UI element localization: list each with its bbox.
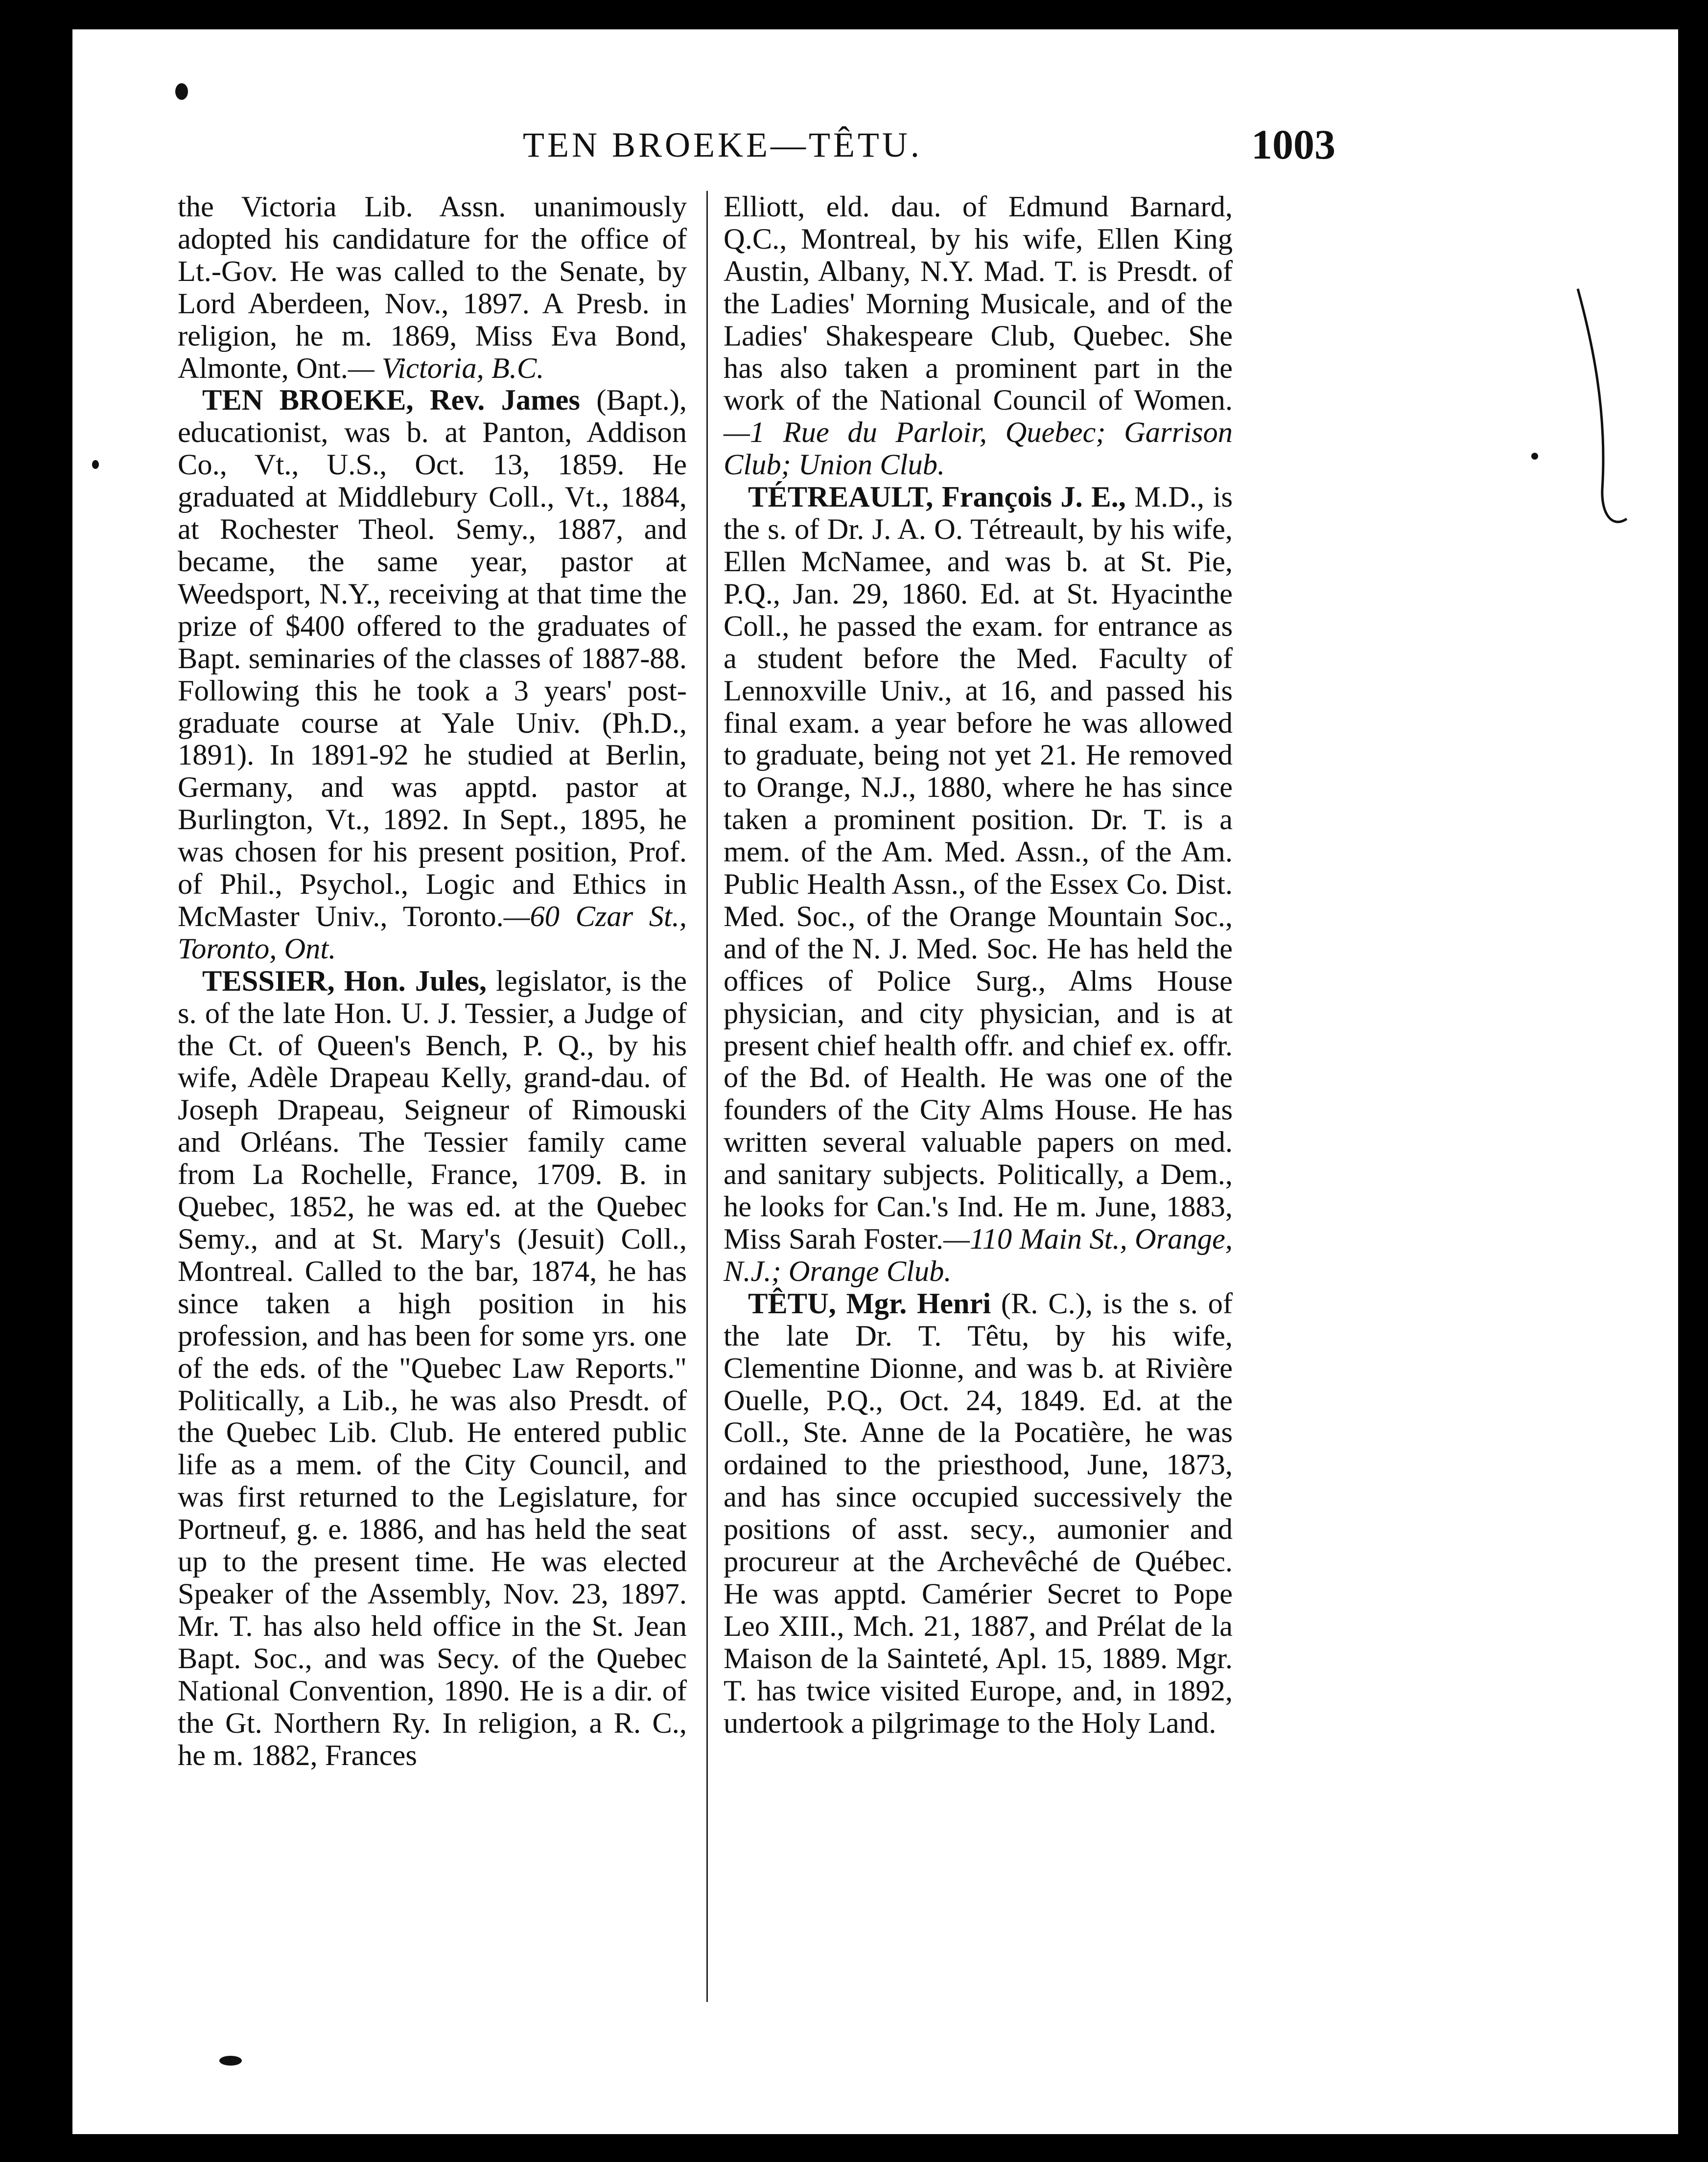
entry-body: legislator, is the s. of the late Hon. U. J. Tessier, a Judge of the Ct. of Queen's Bench, P. Q., by his wife, Adèle Drapeau Kelly, grand-dau. of Joseph Drapeau, Seigneur of Rimouski and Orléans. The Tessier family came from La Rochelle, France, 1709. B. in Quebec, 1852, he was ed. at the Quebec Semy., and at St. Mary's (Jesuit) Coll., Montreal. Called to the bar, 1874, he has since taken a high position in his profession, and has been for some yrs. one of the eds. of the "Quebec Law Reports." Politically, a Lib., he was also Presdt. of the Quebec Lib. Club. He entered public life as a mem. of the City Council, and was first returned to the Legislature, for Portneuf, g. e. 1886, and has held the seat up to the present time. He was elected Speaker of the Assembly, Nov. 23, 1897. Mr. T. has also held office in the St. Jean Bapt. Soc., and was Secy. of the Quebec National Convention, 1890. He is a dir. of the Gt. Northern Ry. In religion, a R. C., he m. 1882, Frances	[178, 964, 687, 1772]
entry-body: Elliott, eld. dau. of Edmund Barnard, Q.C., Montreal, by his wife, Ellen King Austin, Albany, N.Y. Mad. T. is Presdt. of the Ladies' Morning Musicale, and of the Ladies' Shakespeare Club, Quebec. She has also taken a prominent part in the work of the National Council of Women.	[724, 190, 1233, 417]
entry-body: the Victoria Lib. Assn. unanimously adopted his candidature for the office of Lt.-Gov. He was called to the Senate, by Lord Aberdeen, Nov., 1897. A Presb. in religion, he m. 1869, Miss Eva Bond, Almonte, Ont.	[178, 190, 687, 385]
continued-entry	[724, 191, 1233, 481]
ink-speck	[219, 2056, 242, 2066]
biography-entry	[724, 1288, 1233, 1740]
book-page	[72, 29, 1678, 2134]
entry-address: —1 Rue du Parloir, Quebec; Garrison Club; Union Club.	[724, 416, 1233, 482]
column-divider	[706, 191, 708, 2002]
entry-name: TEN BROEKE, Rev. James	[202, 384, 580, 417]
ink-speck	[175, 83, 188, 100]
ink-speck	[1531, 453, 1538, 460]
header-title: TEN BROEKE—TÊTU.	[523, 125, 922, 164]
entry-address: — Victoria, B.C.	[348, 351, 544, 385]
entry-name: TESSIER, Hon. Jules,	[202, 964, 487, 998]
running-header	[249, 121, 1335, 184]
page-number: 1003	[1251, 121, 1335, 168]
entry-body: (Bapt.), educationist, was b. at Panton, Addison Co., Vt., U.S., Oct. 13, 1859. He graduated at Middlebury Coll., Vt., 1884, at Rochester Theol. Semy., 1887, and became, the same year, pastor at Weedsport, N.Y., receiving at that time the prize of $400 offered to the graduates of Bapt. seminaries of the classes of 1887-88. Following this he took a 3 years' post-graduate course at Yale Univ. (Ph.D., 1891). In 1891-92 he studied at Berlin, Germany, and was apptd. pastor at Burlington, Vt., 1892. In Sept., 1895, he was chosen for his present position, Prof. of Phil., Psychol., Logic and Ethics in McMaster Univ., Toronto.	[178, 384, 687, 933]
entry-address: —60 Czar St., Toronto, Ont.	[178, 900, 687, 965]
continued-entry	[178, 191, 687, 384]
entry-body: (R. C.), is the s. of the late Dr. T. Têtu, by his wife, Clementine Dionne, and was b. at Rivière Ouelle, P.Q., Oct. 24, 1849. Ed. at the Coll., Ste. Anne de la Pocatière, he was ordained to the priesthood, June, 1873, and has since occupied successively the positions of asst. secy., aumonier and procureur at the Archevêché de Québec. He was apptd. Camérier Secret to Pope Leo XIII., Mch. 21, 1887, and Prélat de la Maison de la Sainteté, Apl. 15, 1889. Mgr. T. has twice visited Europe, and, in 1892, undertook a pilgrimage to the Holy Land.	[724, 1287, 1233, 1740]
right-column	[724, 191, 1233, 1740]
biography-entry	[724, 481, 1233, 1288]
ink-speck	[92, 460, 99, 469]
margin-pencil-mark	[1573, 284, 1632, 538]
entry-name: TÉTREAULT, François J. E.,	[748, 481, 1126, 514]
entry-name: TÊTU, Mgr. Henri	[748, 1287, 991, 1320]
biography-entry	[178, 965, 687, 1772]
entry-address: —110 Main St., Orange, N.J.; Orange Club.	[724, 1223, 1233, 1288]
left-column	[178, 191, 687, 1771]
biography-entry	[178, 384, 687, 965]
entry-body: M.D., is the s. of Dr. J. A. O. Tétreault, by his wife, Ellen McNamee, and was b. at St. Pie, P.Q., Jan. 29, 1860. Ed. at St. Hyacinthe Coll., he passed the exam. for entrance as a student before the Med. Faculty of Lennoxville Univ., at 16, and passed his final exam. a year before he was allowed to graduate, being not yet 21. He removed to Orange, N.J., 1880, where he has since taken a prominent position. Dr. T. is a mem. of the Am. Med. Assn., of the Am. Public Health Assn., of the Essex Co. Dist. Med. Soc., of the Orange Mountain Soc., and of the N. J. Med. Soc. He has held the offices of Police Surg., Alms House physician, and city physician, and is at present chief health offr. and chief ex. offr. of the Bd. of Health. He was one of the founders of the City Alms House. He has written several valuable papers on med. and sanitary subjects. Politically, a Dem., he looks for Can.'s Ind. He m. June, 1883, Miss Sarah Foster.	[724, 481, 1233, 1255]
